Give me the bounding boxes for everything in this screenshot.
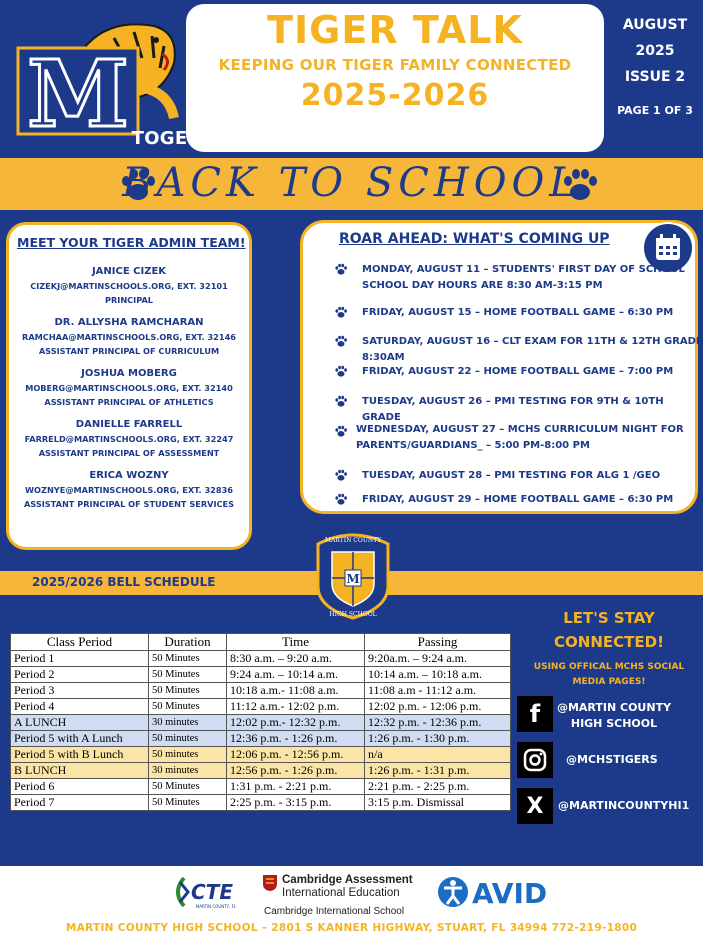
cambridge-school-text: Cambridge International School bbox=[264, 906, 405, 917]
cambridge-line: Cambridge Assessment bbox=[282, 874, 413, 886]
instagram-handle[interactable]: @MCHSTIGERS bbox=[566, 753, 658, 766]
page-number: PAGE 1 OF 3 bbox=[617, 104, 693, 117]
facebook-handle-line: @MARTIN COUNTY bbox=[556, 701, 672, 714]
event-item: FRIDAY, AUGUST 29 – HOME FOOTBALL GAME – 6:30 PM bbox=[362, 494, 674, 505]
avid-text: AVID bbox=[472, 877, 548, 910]
table-cell: 50 Minutes bbox=[149, 699, 227, 715]
stay-connected-heading: CONNECTED! bbox=[554, 633, 664, 651]
table-cell: 1:31 p.m. - 2:21 p.m. bbox=[227, 779, 365, 795]
event-item: TUESDAY, AUGUST 26 – PMI TESTING FOR 9TH & 10TH GRADE bbox=[362, 396, 664, 423]
social-subtext: USING OFFICAL MCHS SOCIAL bbox=[533, 662, 685, 672]
admin-member bbox=[9, 266, 249, 305]
admin-name: JOSHUA MOBERG bbox=[81, 368, 177, 379]
event-line: WEDNESDAY, AUGUST 27 – MCHS CURRICULUM NIGHT FOR bbox=[356, 424, 684, 435]
admin-member bbox=[9, 470, 249, 509]
admin-member bbox=[9, 317, 249, 356]
admin-contact: MOBERG@MARTINSCHOOLS.ORG, EXT. 32140 bbox=[25, 383, 233, 393]
cte-subtext: MARTIN COUNTY, FL bbox=[195, 904, 237, 909]
event-line: SCHOOL DAY HOURS ARE 8:30 AM-3:15 PM bbox=[362, 280, 603, 291]
table-cell: 3:15 p.m. Dismissal bbox=[365, 795, 511, 811]
paw-bullet-icon bbox=[334, 468, 348, 482]
table-cell: Period 7 bbox=[11, 795, 149, 811]
table-cell: 12:36 p.m. - 1:26 p.m. bbox=[227, 731, 365, 747]
table-cell: 8:30 a.m. – 9:20 a.m. bbox=[227, 651, 365, 667]
admin-member bbox=[9, 368, 249, 407]
table-cell: Period 2 bbox=[11, 667, 149, 683]
table-row bbox=[11, 763, 511, 779]
cambridge-shield-icon bbox=[262, 874, 278, 892]
table-cell: Period 3 bbox=[11, 683, 149, 699]
table-cell: 1:26 p.m. - 1:30 p.m. bbox=[365, 731, 511, 747]
event-item bbox=[356, 422, 684, 454]
table-cell: 30 minutes bbox=[149, 715, 227, 731]
emblem-letter: M bbox=[346, 572, 360, 586]
cambridge-line: International Education bbox=[282, 887, 400, 899]
table-cell: 50 Minutes bbox=[149, 795, 227, 811]
event-item: TUESDAY, AUGUST 28 – PMI TESTING FOR ALG 1 /GEO bbox=[362, 470, 661, 481]
admin-role: PRINCIPAL bbox=[104, 295, 154, 305]
table-cell: n/a bbox=[365, 747, 511, 763]
facebook-handle[interactable] bbox=[554, 701, 674, 730]
table-cell: 10:14 a.m. – 10:18 a.m. bbox=[365, 667, 511, 683]
table-header-row bbox=[11, 634, 511, 651]
table-row bbox=[11, 683, 511, 699]
x-twitter-icon[interactable]: X bbox=[517, 788, 553, 824]
table-row bbox=[11, 667, 511, 683]
admin-contact: RAMCHAA@MARTINSCHOOLS.ORG, EXT. 32146 bbox=[22, 332, 236, 342]
table-cell: 11:12 a.m.- 12:02 p.m. bbox=[227, 699, 365, 715]
table-row bbox=[11, 731, 511, 747]
paw-bullet-icon bbox=[334, 305, 348, 319]
event-item bbox=[362, 262, 685, 294]
facebook-handle-line: HIGH SCHOOL bbox=[570, 717, 658, 730]
admin-team-card bbox=[6, 222, 252, 550]
stay-connected-heading: LET'S STAY bbox=[563, 609, 655, 627]
table-cell: 30 minutes bbox=[149, 763, 227, 779]
table-cell: 50 minutes bbox=[149, 731, 227, 747]
avid-logo bbox=[436, 874, 576, 910]
logo-letter: M bbox=[27, 40, 129, 138]
x-handle[interactable]: @MARTINCOUNTYHI1 bbox=[558, 799, 690, 812]
table-cell: 50 Minutes bbox=[149, 683, 227, 699]
cte-logo bbox=[170, 872, 240, 912]
event-item: SATURDAY, AUGUST 16 – CLT EXAM FOR 11TH & 12TH GRADE 8:30AM bbox=[362, 336, 703, 363]
event-line: MONDAY, AUGUST 11 – STUDENTS' FIRST DAY OF SCHOOL bbox=[362, 264, 685, 275]
table-cell: 9:20a.m. – 9:24 a.m. bbox=[365, 651, 511, 667]
admin-role: ASSISTANT PRINCIPAL OF STUDENT SERVICES bbox=[23, 499, 235, 509]
table-header-cell: Time bbox=[227, 634, 365, 651]
school-emblem bbox=[312, 528, 394, 620]
table-cell: B LUNCH bbox=[11, 763, 149, 779]
footer-address: MARTIN COUNTY HIGH SCHOOL – 2801 S KANNER HIGHWAY, STUART, FL 34994 772-219-1800 bbox=[65, 922, 638, 934]
event-item: FRIDAY, AUGUST 22 – HOME FOOTBALL GAME – 7:00 PM bbox=[362, 366, 674, 377]
event-line: PARENTS/GUARDIANS_ – 5:00 PM-8:00 PM bbox=[356, 440, 590, 451]
table-cell: 12:02 p.m.- 12:32 p.m. bbox=[227, 715, 365, 731]
table-header-cell: Duration bbox=[149, 634, 227, 651]
paw-bullet-icon bbox=[334, 492, 348, 506]
back-to-school-text: BACK TO SCHOOL bbox=[122, 160, 581, 206]
admin-role: ASSISTANT PRINCIPAL OF CURRICULUM bbox=[38, 346, 220, 356]
issue-year: 2025 bbox=[635, 43, 675, 59]
admin-name: JANICE CIZEK bbox=[91, 266, 167, 277]
table-cell: Period 6 bbox=[11, 779, 149, 795]
table-row bbox=[11, 715, 511, 731]
table-cell: 12:32 p.m. - 12:36 p.m. bbox=[365, 715, 511, 731]
table-cell: 9:24 a.m. – 10:14 a.m. bbox=[227, 667, 365, 683]
admin-contact: CIZEKJ@MARTINSCHOOLS.ORG, EXT. 32101 bbox=[30, 281, 228, 291]
admin-member bbox=[9, 419, 249, 458]
table-row bbox=[11, 651, 511, 667]
bell-schedule-table bbox=[10, 633, 511, 811]
table-cell: 1:26 p.m. - 1:31 p.m. bbox=[365, 763, 511, 779]
bell-schedule-title: 2025/2026 BELL SCHEDULE bbox=[32, 575, 216, 589]
emblem-top-text: MARTIN COUNTY bbox=[324, 537, 382, 544]
table-cell: 2:25 p.m. - 3:15 p.m. bbox=[227, 795, 365, 811]
table-row bbox=[11, 699, 511, 715]
table-cell: Period 4 bbox=[11, 699, 149, 715]
instagram-icon[interactable] bbox=[517, 742, 553, 778]
table-row bbox=[11, 779, 511, 795]
paw-bullet-icon bbox=[334, 262, 348, 276]
table-cell: A LUNCH bbox=[11, 715, 149, 731]
table-header-cell: Class Period bbox=[11, 634, 149, 651]
table-cell: Period 1 bbox=[11, 651, 149, 667]
event-item: FRIDAY, AUGUST 15 – HOME FOOTBALL GAME – 6:30 PM bbox=[362, 307, 674, 318]
paw-bullet-icon bbox=[334, 424, 348, 438]
paw-bullet-icon bbox=[334, 334, 348, 348]
admin-contact: FARRELD@MARTINSCHOOLS.ORG, EXT. 32247 bbox=[24, 434, 234, 444]
table-cell: 2:21 p.m. - 2:25 p.m. bbox=[365, 779, 511, 795]
table-cell: 50 Minutes bbox=[149, 779, 227, 795]
tiger-m-logo bbox=[14, 18, 184, 138]
cambridge-logo-text bbox=[282, 874, 413, 900]
newsletter-subtitle: KEEPING OUR TIGER FAMILY CONNECTED bbox=[218, 56, 572, 74]
table-header-cell: Passing bbox=[365, 634, 511, 651]
admin-team-heading: MEET YOUR TIGER ADMIN TEAM! bbox=[17, 235, 246, 250]
newsletter-title: TIGER TALK bbox=[267, 8, 523, 52]
issue-month: AUGUST bbox=[622, 17, 688, 33]
admin-contact: WOZNYE@MARTINSCHOOLS.ORG, EXT. 32836 bbox=[25, 485, 233, 495]
paw-bullet-icon bbox=[334, 364, 348, 378]
admin-name: DR. ALLYSHA RAMCHARAN bbox=[54, 317, 204, 328]
table-cell: 12:06 p.m. - 12:56 p.m. bbox=[227, 747, 365, 763]
table-cell: 12:56 p.m. - 1:26 p.m. bbox=[227, 763, 365, 779]
admin-name: DANIELLE FARRELL bbox=[75, 419, 183, 430]
emblem-bottom-text: HIGH SCHOOL bbox=[329, 611, 377, 618]
issue-number: ISSUE 2 bbox=[624, 69, 686, 85]
table-cell: 10:18 a.m.- 11:08 a.m. bbox=[227, 683, 365, 699]
facebook-icon[interactable]: f bbox=[517, 696, 553, 732]
table-row bbox=[11, 795, 511, 811]
tagline: TOGETHER WE RISE. TOGETHER WE ROAR! bbox=[131, 128, 572, 149]
admin-role: ASSISTANT PRINCIPAL OF ASSESSMENT bbox=[38, 448, 220, 458]
social-subtext: MEDIA PAGES! bbox=[572, 677, 646, 687]
stay-connected-section bbox=[520, 606, 698, 690]
table-cell: 12:02 p.m. - 12:06 p.m. bbox=[365, 699, 511, 715]
table-cell: Period 5 with B Lunch bbox=[11, 747, 149, 763]
table-cell: 50 Minutes bbox=[149, 667, 227, 683]
table-cell: 50 minutes bbox=[149, 747, 227, 763]
table-cell: 50 Minutes bbox=[149, 651, 227, 667]
admin-role: ASSISTANT PRINCIPAL OF ATHLETICS bbox=[44, 397, 214, 407]
admin-name: ERICA WOZNY bbox=[89, 470, 169, 481]
events-heading: ROAR AHEAD: WHAT'S COMING UP bbox=[339, 231, 610, 247]
table-cell: Period 5 with A Lunch bbox=[11, 731, 149, 747]
paw-bullet-icon bbox=[334, 394, 348, 408]
school-year: 2025-2026 bbox=[300, 78, 490, 113]
cte-text: CTE bbox=[191, 880, 233, 904]
table-cell: 11:08 a.m - 11:12 a.m. bbox=[365, 683, 511, 699]
issue-info bbox=[612, 12, 698, 90]
table-row bbox=[11, 747, 511, 763]
